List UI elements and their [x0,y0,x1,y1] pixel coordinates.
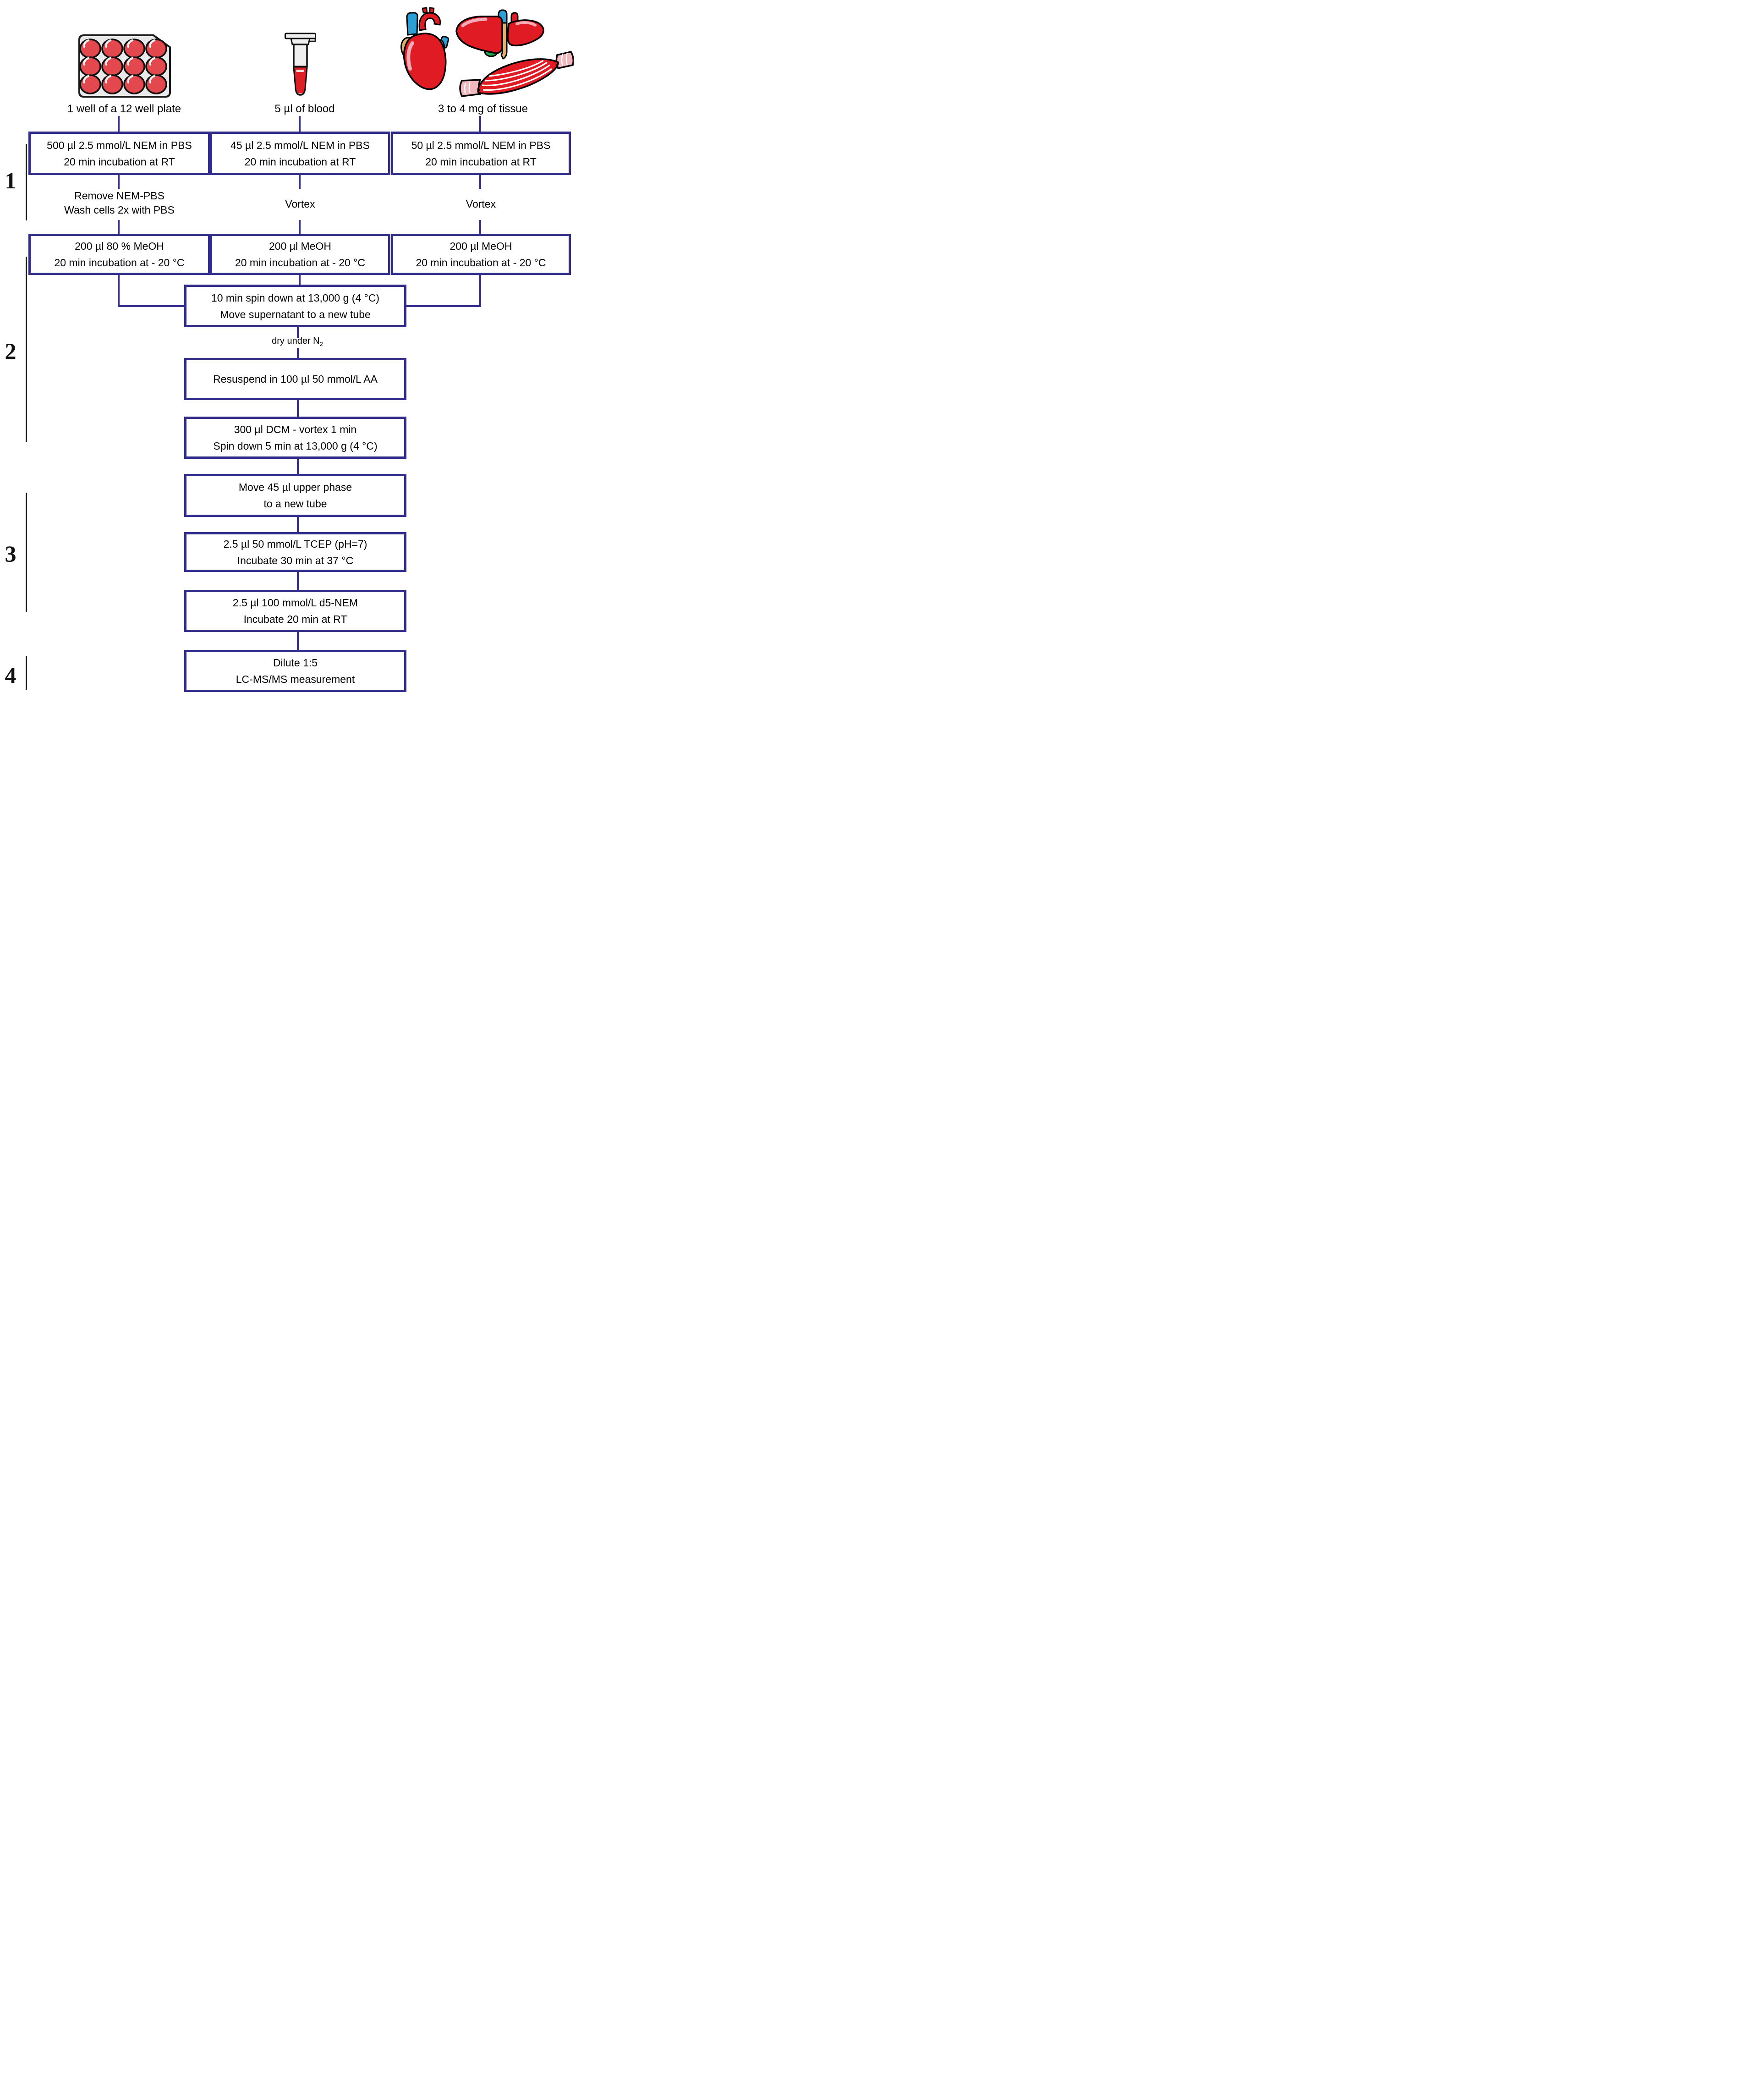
flow-box-nem-blood [210,132,390,175]
muscle-icon [460,52,573,96]
connector-line [297,517,299,533]
step-number-1: 1 [5,168,16,193]
flow-box-spin-down [184,285,406,327]
box-text-line: 20 min incubation at RT [425,155,537,168]
box-text-line: 20 min incubation at RT [64,155,175,168]
flow-box-nem-cells [28,132,210,175]
connector-line [297,572,299,590]
step-note-vortex-tissue [391,197,571,211]
connector-line [118,220,120,234]
flow-box-tcep [184,532,406,572]
box-text-line: Incubate 20 min at RT [243,613,347,625]
step-bracket-line-4 [26,656,27,690]
box-text-line: 200 µl MeOH [269,240,331,252]
connector-line [299,175,301,189]
flow-box-d5nem [184,590,406,632]
box-text-line: LC-MS/MS measurement [236,673,355,685]
step-number-2: 2 [5,338,16,364]
step-number-4: 4 [5,662,16,688]
box-text-line: 2.5 µl 50 mmol/L TCEP (pH=7) [223,538,367,550]
protocol-flowchart [0,0,581,700]
connector-line [297,400,299,417]
connector-line [479,220,481,234]
box-text-line: 20 min incubation at - 20 °C [54,257,185,269]
flow-box-dcm [184,417,406,459]
box-text-line: Dilute 1:5 [273,657,318,669]
connector-line [479,274,481,307]
tissue-organs-icon [397,7,574,99]
note-line: Wash cells 2x with PBS [64,204,175,216]
box-text-line: Resuspend in 100 µl 50 mmol/L AA [213,373,378,385]
well-plate-icon [77,33,172,99]
box-text-line: 300 µl DCM - vortex 1 min [234,423,357,435]
source-label-plate: 1 well of a 12 well plate [67,103,181,115]
source-label-blood: 5 µl of blood [274,103,335,115]
box-text-line: 2.5 µl 100 mmol/L d5-NEM [232,597,358,609]
step-note-vortex-blood [210,197,390,211]
connector-line [299,116,301,132]
note-line: Vortex [466,198,496,210]
liver-icon [456,10,543,59]
flow-box-meoh-cells [28,234,210,275]
box-text-line: Spin down 5 min at 13,000 g (4 °C) [213,440,378,452]
connector-line [299,220,301,234]
step-number-3: 3 [5,541,16,566]
note-line: dry under N [272,336,320,346]
box-text-line: Incubate 30 min at 37 °C [237,554,354,566]
flow-box-nem-tissue [391,132,571,175]
note-line: Vortex [285,198,315,210]
box-text-line: 20 min incubation at RT [244,155,356,168]
blood-tube-icon [285,33,316,98]
connector-line [118,175,120,189]
heart-icon [399,8,449,89]
box-text-line: 10 min spin down at 13,000 g (4 °C) [211,291,380,304]
flow-box-upper-phase [184,474,406,517]
connector-line [118,116,120,132]
box-text-line: 200 µl MeOH [449,240,512,252]
box-text-line: Move supernatant to a new tube [220,308,371,320]
step-bracket-line-3 [26,493,27,612]
box-text-line: 500 µl 2.5 mmol/L NEM in PBS [47,139,192,151]
step-bracket-line-1 [26,144,27,220]
note-line: Remove NEM-PBS [74,190,164,202]
box-text-line: to a new tube [263,498,327,510]
connector-line [297,459,299,474]
connector-line [405,305,481,307]
flow-box-meoh-blood [210,234,390,275]
box-text-line: Move 45 µl upper phase [238,481,352,493]
step-note-wash-cells [28,189,210,217]
flow-box-meoh-tissue [391,234,571,275]
connector-line [118,274,120,307]
flow-box-resuspend [184,358,406,400]
connector-line [118,305,186,307]
step-bracket-line-2 [26,257,27,442]
box-text-line: 45 µl 2.5 mmol/L NEM in PBS [230,139,370,151]
box-text-line: 20 min incubation at - 20 °C [235,257,366,269]
subscript: 2 [319,341,323,347]
connector-line [297,632,299,650]
connector-line [479,116,481,132]
flow-box-dilute-lcms [184,650,406,692]
connector-line [479,175,481,189]
connector-line [297,348,299,358]
box-text-line: 50 µl 2.5 mmol/L NEM in PBS [411,139,551,151]
box-text-line: 20 min incubation at - 20 °C [416,257,546,269]
box-text-line: 200 µl 80 % MeOH [75,240,164,252]
source-label-tissue: 3 to 4 mg of tissue [438,103,528,115]
